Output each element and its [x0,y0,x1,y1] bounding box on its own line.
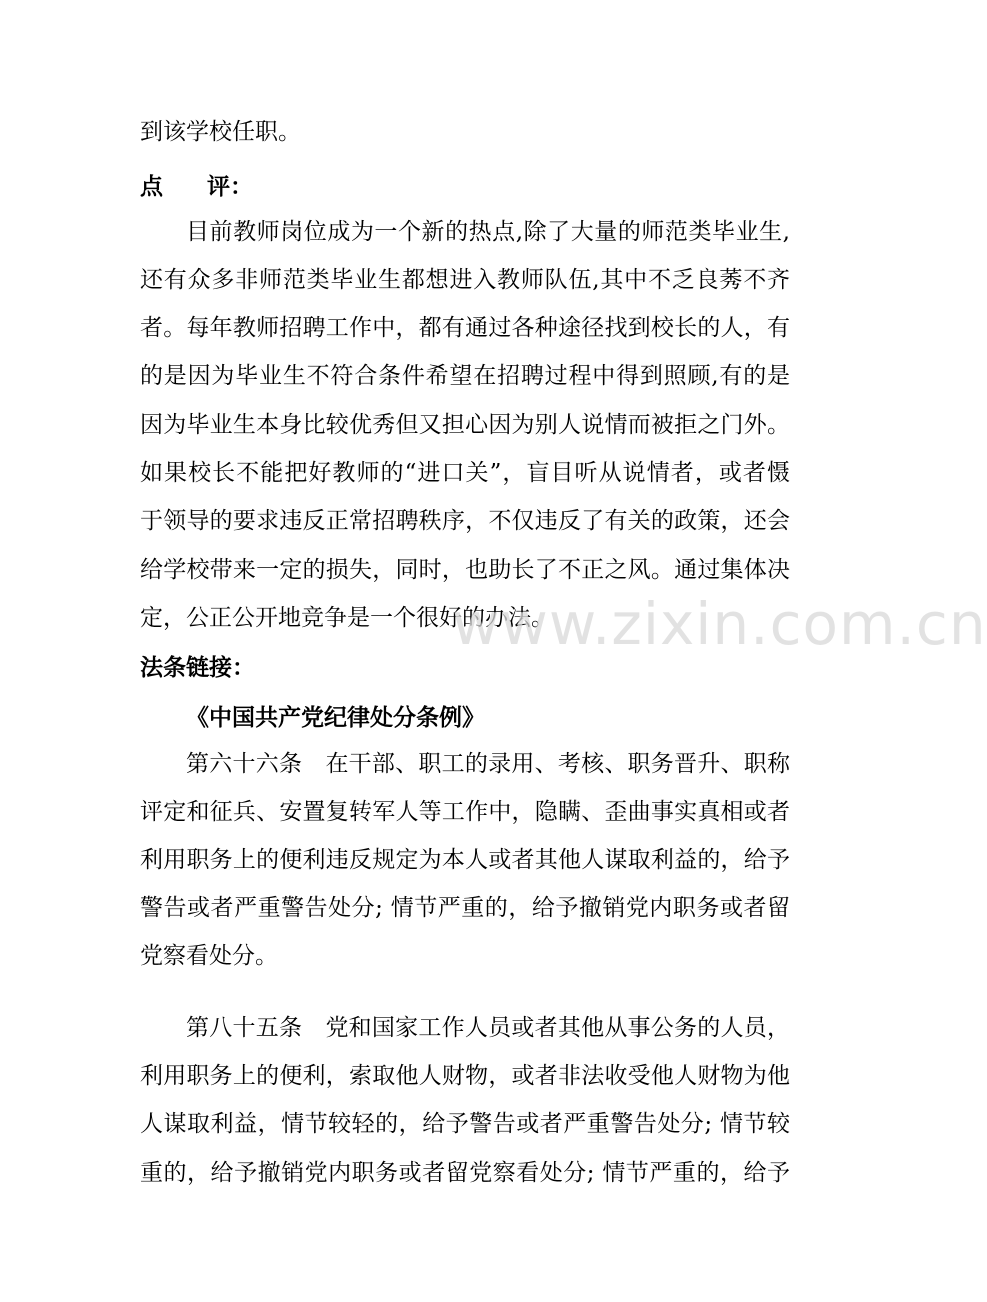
comment-line: 给学校带来一定的损失，同时，也助长了不正之风。通过集体决 [140,557,790,583]
law-heading: 法条链接： [140,655,255,681]
article-85-line: 第八十五条 党和国家工作人员或者其他从事公务的人员， [186,1015,790,1041]
comment-heading-part1: 点 [140,174,163,200]
comment-line: 还有众多非师范类毕业生都想进入教师队伍,其中不乏良莠不齐 [140,267,790,293]
comment-heading-part2: 评： [207,174,253,200]
comment-line: 的是因为毕业生不符合条件希望在招聘过程中得到照顾,有的是 [140,363,790,389]
comment-line: 于领导的要求违反正常招聘秩序，不仅违反了有关的政策，还会 [140,508,790,534]
article-66-line: 评定和征兵、安置复转军人等工作中，隐瞒、歪曲事实真相或者 [140,799,790,825]
article-66-line: 党察看处分。 [140,943,278,969]
opening-line: 到该学校任职。 [140,119,301,145]
comment-line: 者。每年教师招聘工作中，都有通过各种途径找到校长的人，有 [140,315,790,341]
article-85-line: 重的，给予撤销党内职务或者留党察看处分; 情节严重的，给予 [140,1160,790,1186]
watermark: www.zixin.com.cn [452,590,987,658]
article-66-line: 第六十六条 在干部、职工的录用、考核、职务晋升、职称 [186,751,790,777]
comment-line: 如果校长不能把好教师的“进口关”，盲目听从说情者，或者慑 [140,460,790,486]
comment-line: 定，公正公开地竞争是一个很好的办法。 [140,605,554,631]
comment-line: 因为毕业生本身比较优秀但又担心因为别人说情而被拒之门外。 [140,412,790,438]
comment-heading [140,172,790,202]
article-66-line: 警告或者严重警告处分; 情节严重的，给予撤销党内职务或者留 [140,895,790,921]
comment-line: 目前教师岗位成为一个新的热点,除了大量的师范类毕业生, [186,219,790,245]
article-85-line: 人谋取利益，情节较轻的，给予警告或者严重警告处分; 情节较 [140,1111,790,1137]
law-title: 《中国共产党纪律处分条例》 [186,705,485,731]
article-85-line: 利用职务上的便利，索取他人财物，或者非法收受他人财物为他 [140,1063,790,1089]
article-66-line: 利用职务上的便利违反规定为本人或者其他人谋取利益的，给予 [140,847,790,873]
